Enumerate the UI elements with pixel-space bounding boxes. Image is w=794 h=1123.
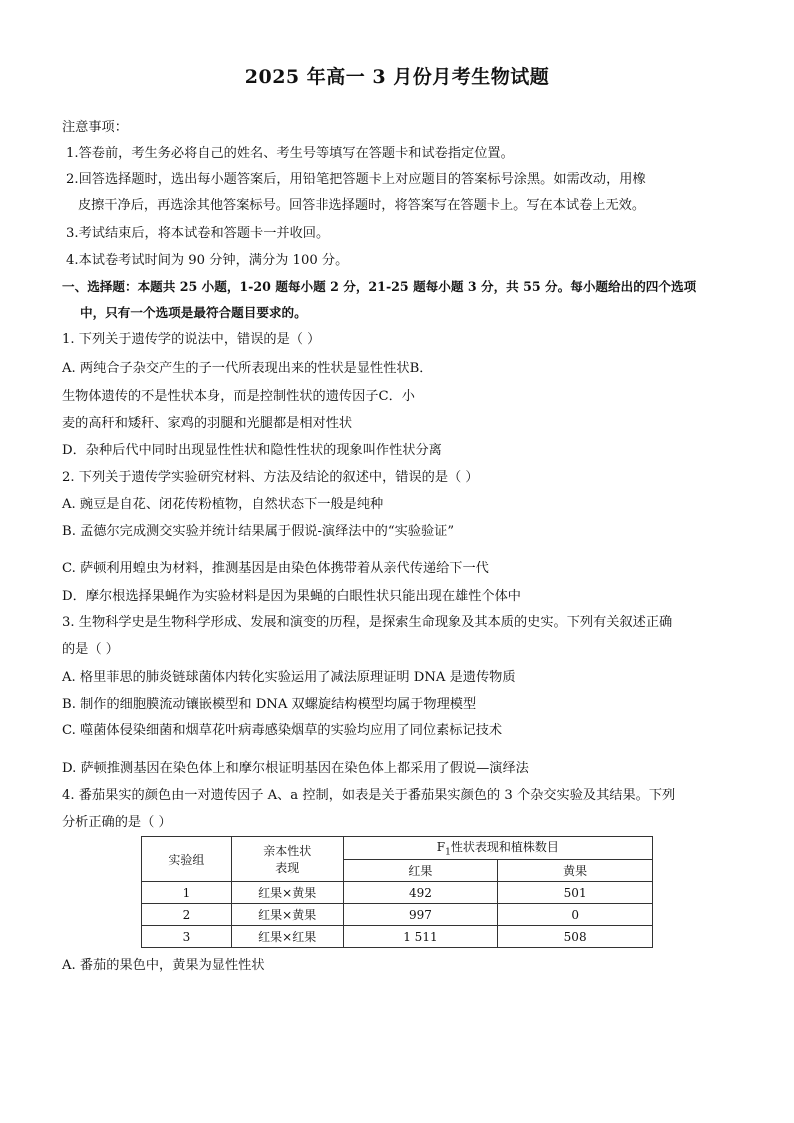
header-f1-prefix: F — [436, 840, 446, 855]
cell-group: 1 — [142, 882, 232, 904]
table-row — [142, 926, 653, 948]
header-f1 — [343, 837, 652, 860]
question-1-stem: 1. 下列关于遗传学的说法中，错误的是（ ） — [62, 332, 321, 347]
cell-parents: 红果×黄果 — [231, 882, 343, 904]
header-yellow: 黄果 — [498, 859, 653, 882]
section-heading-cont: 中，只有一个选项是最符合题目要求的。 — [80, 305, 307, 320]
cell-group: 3 — [142, 926, 232, 948]
cell-parents: 红果×黄果 — [231, 904, 343, 926]
question-3-option-d: D. 萨顿推测基因在染色体上和摩尔根证明基因在染色体上都采用了假说—演绎法 — [62, 761, 529, 776]
page-title: 2025 年高一 3 月份月考生物试题 — [244, 66, 550, 88]
question-2-option-c: C. 萨顿利用蝗虫为材料，推测基因是由染色体携带着从亲代传递给下一代 — [62, 561, 489, 576]
notes-heading: 注意事项： — [62, 120, 128, 135]
header-group: 实验组 — [142, 837, 232, 882]
question-1-option-c: 麦的高秆和矮秆、家鸡的羽腿和光腿都是相对性状 — [62, 416, 353, 431]
question-4-option-a: A. 番茄的果色中，黄果为显性性状 — [62, 958, 265, 973]
results-table — [141, 836, 653, 948]
cell-group: 2 — [142, 904, 232, 926]
question-2-option-a: A. 豌豆是自花、闭花传粉植物，自然状态下一般是纯种 — [62, 497, 384, 512]
header-red: 红果 — [343, 859, 498, 882]
section-heading: 一、选择题：本题共 25 小题，1-20 题每小题 2 分，21-25 题每小题 3 分，共 55 分。每小题给出的四个选项 — [62, 279, 697, 294]
header-parents-line2: 表现 — [275, 861, 300, 875]
cell-yellow: 0 — [498, 904, 653, 926]
question-1-option-d: D．杂种后代中同时出现显性性状和隐性性状的现象叫作性状分离 — [62, 443, 442, 458]
header-f1-suffix: 性状表现和植株数目 — [450, 840, 559, 855]
question-3-option-c: C. 噬菌体侵染细菌和烟草花叶病毒感染烟草的实验均应用了同位素标记技术 — [62, 723, 503, 738]
cell-red: 997 — [343, 904, 498, 926]
note-item: 2.回答选择题时，选出每小题答案后，用铅笔把答题卡上对应题目的答案标号涂黑。如需改动，用橡 — [66, 172, 646, 187]
note-item: 4.本试卷考试时间为 90 分钟，满分为 100 分。 — [66, 253, 349, 268]
header-f1-sub: 1 — [445, 847, 451, 858]
table-row — [142, 882, 653, 904]
header-parents — [231, 837, 343, 882]
question-3-option-a: A. 格里菲思的肺炎链球菌体内转化实验运用了减法原理证明 DNA 是遗传物质 — [62, 670, 516, 685]
question-3-stem: 3. 生物科学史是生物科学形成、发展和演变的历程，是探索生命现象及其本质的史实。下列有关叙述正确 — [62, 615, 673, 630]
note-item: 1.答卷前，考生务必将自己的姓名、考生号等填写在答题卡和试卷指定位置。 — [66, 146, 514, 161]
question-3-option-b: B. 制作的细胞膜流动镶嵌模型和 DNA 双螺旋结构模型均属于物理模型 — [62, 697, 477, 712]
question-3-stem-cont: 的是（ ） — [62, 642, 119, 657]
question-2-option-b: B. 孟德尔完成测交实验并统计结果属于假说-演绎法中的“实验验证” — [62, 524, 455, 539]
header-parents-line1: 亲本性状 — [263, 844, 312, 858]
question-4-stem: 4. 番茄果实的颜色由一对遗传因子 A、a 控制，如表是关于番茄果实颜色的 3 个杂交实验及其结果。下列 — [62, 788, 676, 803]
question-2-option-d: D．摩尔根选择果蝇作为实验材料是因为果蝇的白眼性状只能出现在雄性个体中 — [62, 589, 521, 604]
question-4-stem-cont: 分析正确的是（ ） — [62, 815, 172, 830]
cell-red: 492 — [343, 882, 498, 904]
cell-yellow: 501 — [498, 882, 653, 904]
question-2-stem: 2. 下列关于遗传学实验研究材料、方法及结论的叙述中，错误的是（ ） — [62, 470, 479, 485]
question-1-option-b: 生物体遗传的不是性状本身，而是控制性状的遗传因子C．小 — [62, 389, 415, 404]
note-item: 皮擦干净后，再选涂其他答案标号。回答非选择题时，将答案写在答题卡上。写在本试卷上无效。 — [78, 198, 646, 213]
note-item: 3.考试结束后，将本试卷和答题卡一并收回。 — [66, 226, 330, 241]
question-1-option-a: A. 两纯合子杂交产生的子一代所表现出来的性状是显性性状B． — [62, 361, 433, 376]
cell-yellow: 508 — [498, 926, 653, 948]
table-row — [142, 904, 653, 926]
cell-red: 1 511 — [343, 926, 498, 948]
cell-parents: 红果×红果 — [231, 926, 343, 948]
